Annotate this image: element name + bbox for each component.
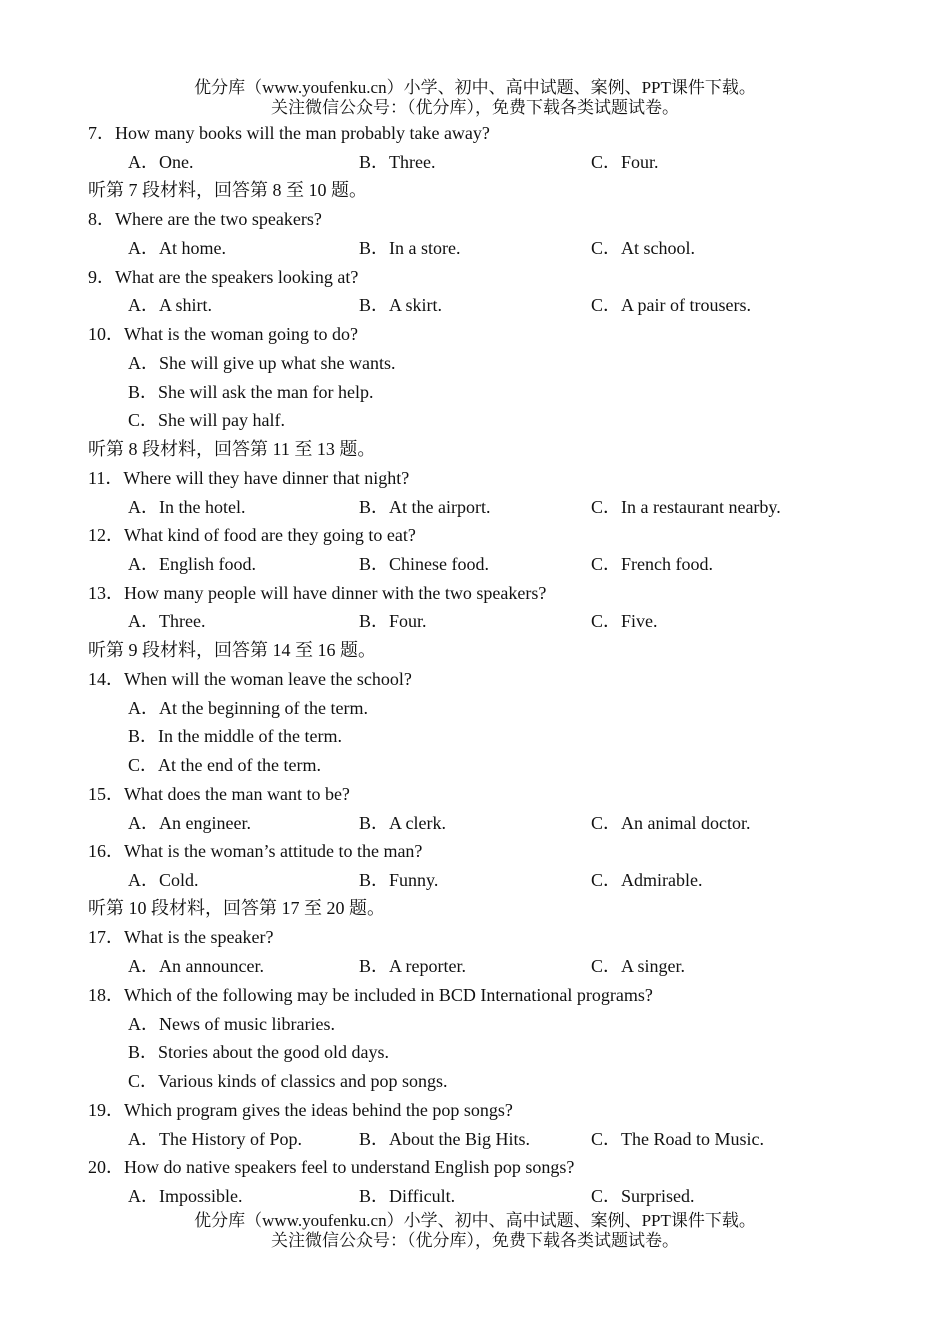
question-19: 19．Which program gives the ideas behind the pop songs?	[88, 1100, 513, 1120]
q17-option-b: B．A reporter.	[359, 956, 466, 976]
q9-option-c: C．A pair of trousers.	[591, 295, 751, 315]
q20-option-c: C．Surprised.	[591, 1186, 695, 1206]
q7-option-c: C．Four.	[591, 152, 659, 172]
q19-option-c: C．The Road to Music.	[591, 1129, 764, 1149]
question-14: 14．When will the woman leave the school?	[88, 669, 412, 689]
q14-option-a: A．At the beginning of the term.	[128, 698, 368, 718]
question-20: 20．How do native speakers feel to understand English pop songs?	[88, 1157, 575, 1177]
q10-option-b: B．She will ask the man for help.	[128, 382, 374, 402]
q13-option-b: B．Four.	[359, 611, 427, 631]
q13-option-a: A．Three.	[128, 611, 206, 631]
section-10-instruction: 听第 10 段材料，回答第 17 至 20 题。	[88, 898, 385, 918]
question-12: 12．What kind of food are they going to eat?	[88, 525, 416, 545]
q15-option-a: A．An engineer.	[128, 813, 251, 833]
q9-option-b: B．A skirt.	[359, 295, 443, 315]
q12-option-b: B．Chinese food.	[359, 554, 489, 574]
section-9-instruction: 听第 9 段材料，回答第 14 至 16 题。	[88, 640, 376, 660]
q14-option-b: B．In the middle of the term.	[128, 726, 342, 746]
q18-option-a: A．News of music libraries.	[128, 1014, 335, 1034]
q10-option-c: C．She will pay half.	[128, 410, 285, 430]
q20-option-b: B．Difficult.	[359, 1186, 456, 1206]
q9-option-a: A．A shirt.	[128, 295, 213, 315]
q8-option-a: A．At home.	[128, 238, 226, 258]
q11-option-b: B．At the airport.	[359, 497, 491, 517]
question-9: 9．What are the speakers looking at?	[88, 267, 359, 287]
section-8-instruction: 听第 8 段材料，回答第 11 至 13 题。	[88, 439, 376, 459]
q15-option-b: B．A clerk.	[359, 813, 446, 833]
q19-option-a: A．The History of Pop.	[128, 1129, 302, 1149]
q11-option-a: A．In the hotel.	[128, 497, 246, 517]
question-16: 16．What is the woman’s attitude to the man?	[88, 841, 423, 861]
header-line-1: 优分库（www.youfenku.cn）小学、初中、高中试题、案例、PPT课件下载。	[194, 78, 756, 97]
q7-option-b: B．Three.	[359, 152, 436, 172]
q13-option-c: C．Five.	[591, 611, 658, 631]
question-13: 13．How many people will have dinner with the two speakers?	[88, 583, 547, 603]
question-15: 15．What does the man want to be?	[88, 784, 350, 804]
question-10: 10．What is the woman going to do?	[88, 324, 358, 344]
q11-option-c: C．In a restaurant nearby.	[591, 497, 781, 517]
q20-option-a: A．Impossible.	[128, 1186, 243, 1206]
q10-option-a: A．She will give up what she wants.	[128, 353, 396, 373]
q17-option-c: C．A singer.	[591, 956, 686, 976]
q16-option-b: B．Funny.	[359, 870, 439, 890]
q8-option-c: C．At school.	[591, 238, 696, 258]
q19-option-b: B．About the Big Hits.	[359, 1129, 531, 1149]
q8-option-b: B．In a store.	[359, 238, 461, 258]
question-17: 17．What is the speaker?	[88, 927, 274, 947]
q7-option-a: A．One.	[128, 152, 194, 172]
q18-option-c: C．Various kinds of classics and pop songs.	[128, 1071, 448, 1091]
question-18: 18．Which of the following may be included in BCD International programs?	[88, 985, 653, 1005]
q12-option-c: C．French food.	[591, 554, 713, 574]
q12-option-a: A．English food.	[128, 554, 256, 574]
q14-option-c: C．At the end of the term.	[128, 755, 321, 775]
q15-option-c: C．An animal doctor.	[591, 813, 751, 833]
question-11: 11．Where will they have dinner that night?	[88, 468, 410, 488]
footer-line-1: 优分库（www.youfenku.cn）小学、初中、高中试题、案例、PPT课件下载。	[194, 1211, 756, 1230]
q18-option-b: B．Stories about the good old days.	[128, 1042, 389, 1062]
q16-option-a: A．Cold.	[128, 870, 199, 890]
question-8: 8．Where are the two speakers?	[88, 209, 322, 229]
q17-option-a: A．An announcer.	[128, 956, 264, 976]
question-7: 7．How many books will the man probably take away?	[88, 123, 490, 143]
section-7-instruction: 听第 7 段材料，回答第 8 至 10 题。	[88, 180, 367, 200]
q16-option-c: C．Admirable.	[591, 870, 703, 890]
footer-line-2: 关注微信公众号：（优分库），免费下载各类试题试卷。	[271, 1231, 679, 1250]
header-line-2: 关注微信公众号：（优分库），免费下载各类试题试卷。	[271, 98, 679, 117]
